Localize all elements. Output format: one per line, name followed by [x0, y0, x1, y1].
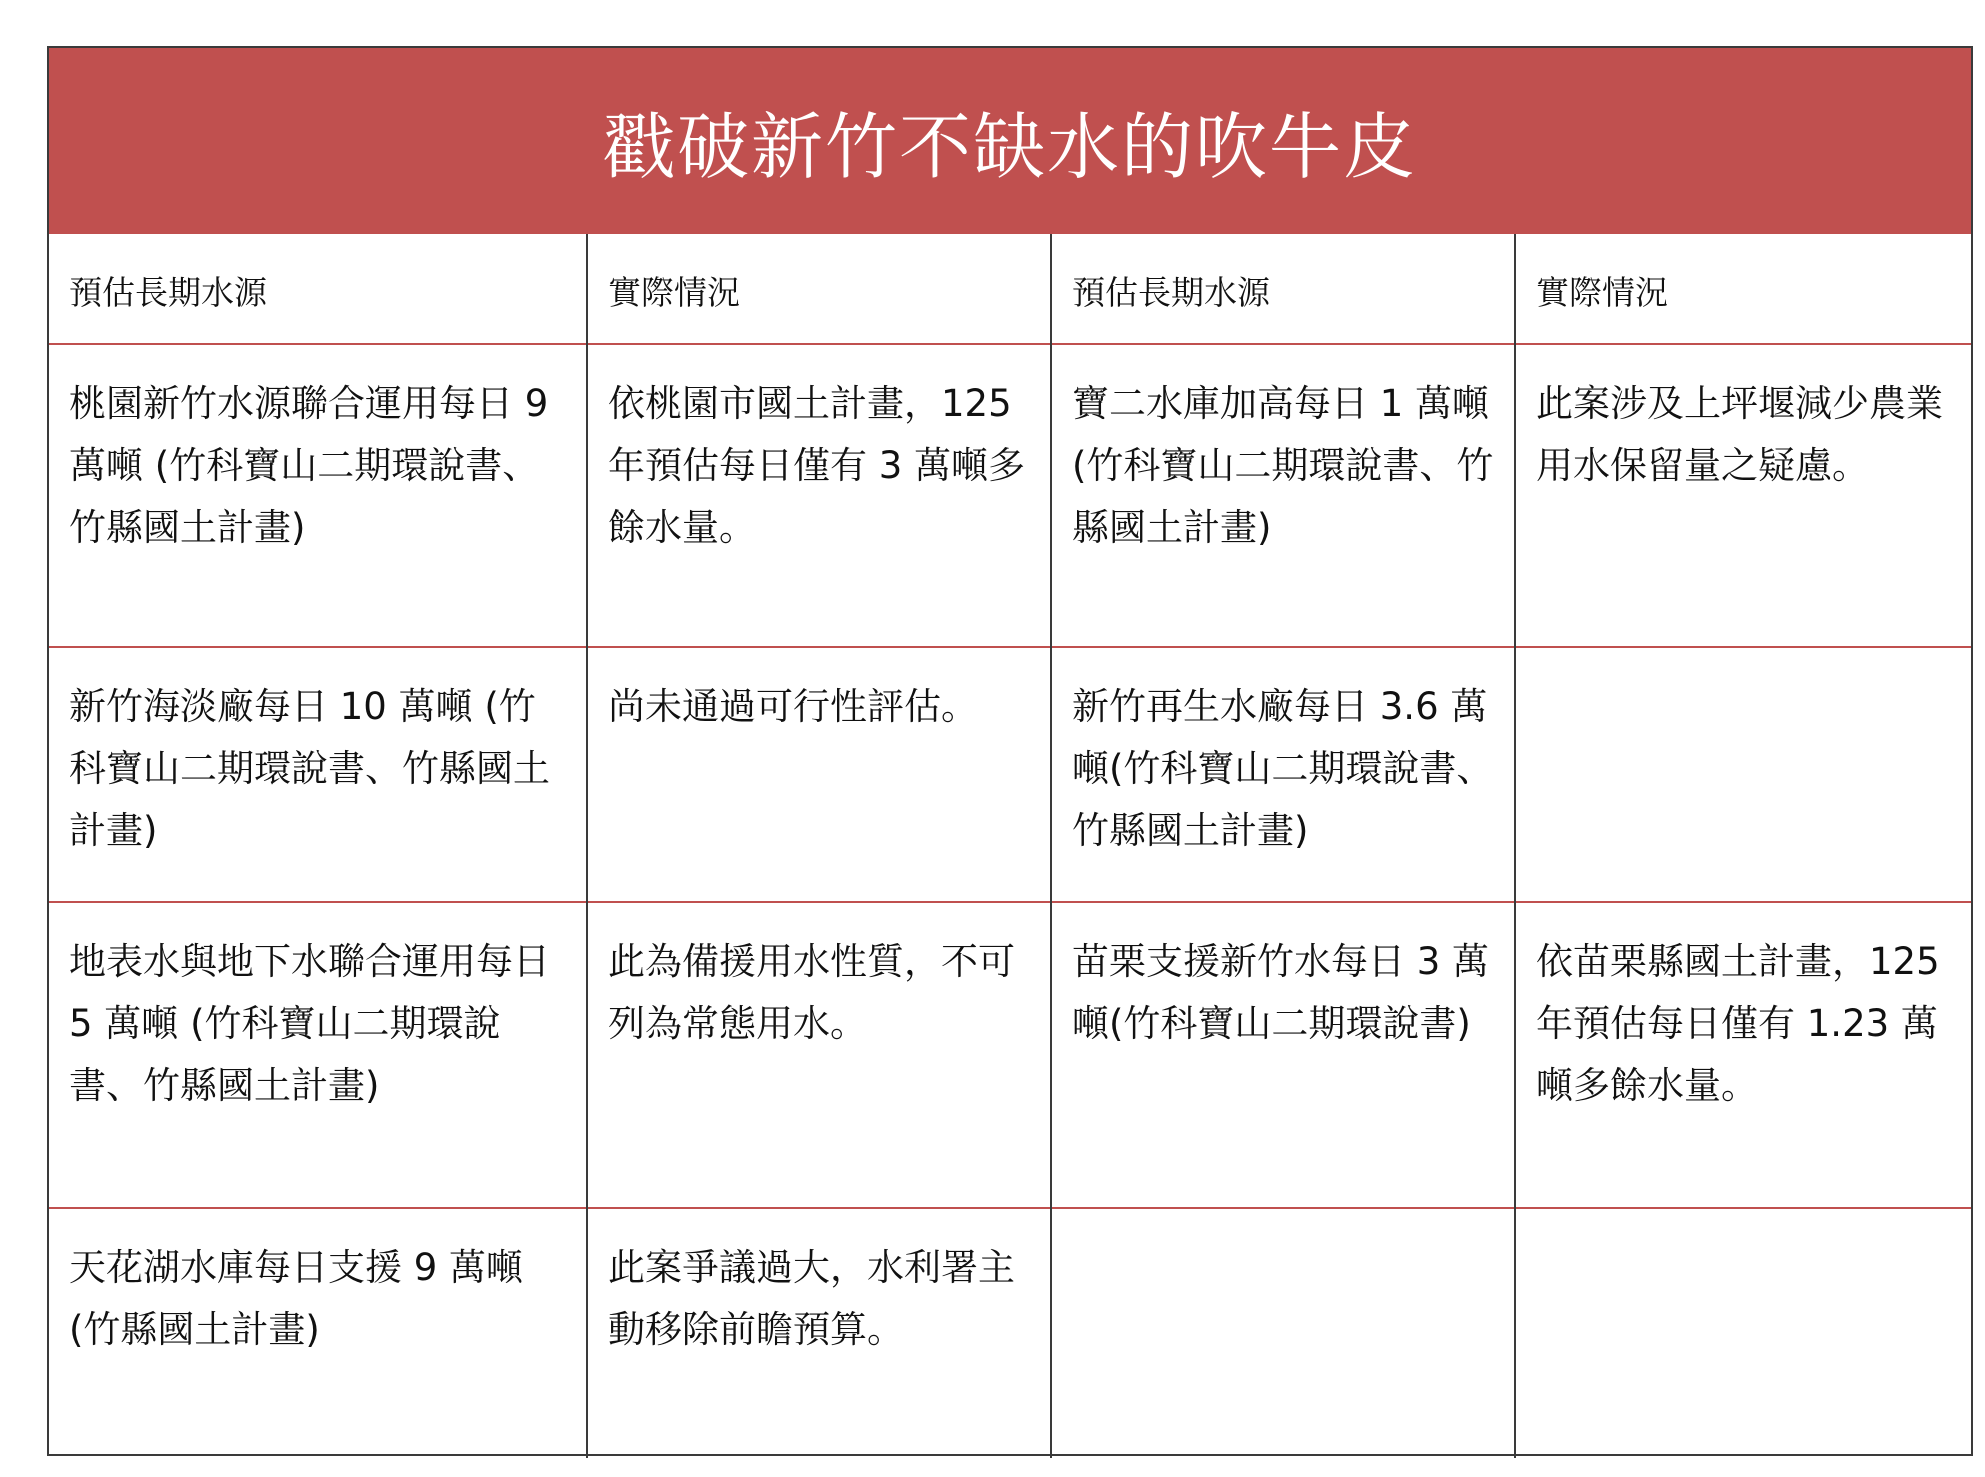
header-reality-1: 實際情況 [587, 234, 1051, 344]
page-title: 戳破新竹不缺水的吹牛皮 [602, 105, 1417, 189]
comparison-table [49, 234, 1971, 1458]
reality-cell: 尚未通過可行性評估。 [587, 647, 1051, 902]
source-cell: 天花湖水庫每日支援 9 萬噸 (竹縣國土計畫) [49, 1208, 587, 1458]
table-row [49, 647, 1971, 902]
reality-cell [1515, 647, 1971, 902]
source-cell [1051, 1208, 1515, 1458]
source-cell: 新竹海淡廠每日 10 萬噸 (竹科寶山二期環說書、竹縣國土計畫) [49, 647, 587, 902]
reality-cell: 依桃園市國土計畫，125 年預估每日僅有 3 萬噸多餘水量。 [587, 344, 1051, 647]
table-row [49, 344, 1971, 647]
table-row [49, 902, 1971, 1208]
header-source-1: 預估長期水源 [49, 234, 587, 344]
header-reality-2: 實際情況 [1536, 273, 1668, 312]
header-source-2: 預估長期水源 [1051, 234, 1515, 344]
source-cell: 桃園新竹水源聯合運用每日 9 萬噸 (竹科寶山二期環說書、竹縣國土計畫) [49, 344, 587, 647]
source-cell: 地表水與地下水聯合運用每日 5 萬噸 (竹科寶山二期環說書、竹縣國土計畫) [49, 902, 587, 1208]
source-cell: 寶二水庫加高每日 1 萬噸 (竹科寶山二期環說書、竹縣國土計畫) [1051, 344, 1515, 647]
reality-cell: 此案涉及上坪堰減少農業用水保留量之疑慮。 [1515, 344, 1971, 647]
reality-cell [1515, 1208, 1971, 1458]
reality-cell: 依苗栗縣國土計畫，125 年預估每日僅有 1.23 萬噸多餘水量。 [1515, 902, 1971, 1208]
source-cell: 新竹再生水廠每日 3.6 萬噸(竹科寶山二期環說書、竹縣國土計畫) [1051, 647, 1515, 902]
header-row [49, 234, 1971, 344]
reality-cell: 此案爭議過大，水利署主動移除前瞻預算。 [587, 1208, 1051, 1458]
comparison-card [47, 46, 1973, 1456]
title-bar [49, 48, 1971, 234]
source-cell: 苗栗支援新竹水每日 3 萬噸(竹科寶山二期環說書) [1051, 902, 1515, 1208]
table-row [49, 1208, 1971, 1458]
reality-cell: 此為備援用水性質，不可列為常態用水。 [587, 902, 1051, 1208]
